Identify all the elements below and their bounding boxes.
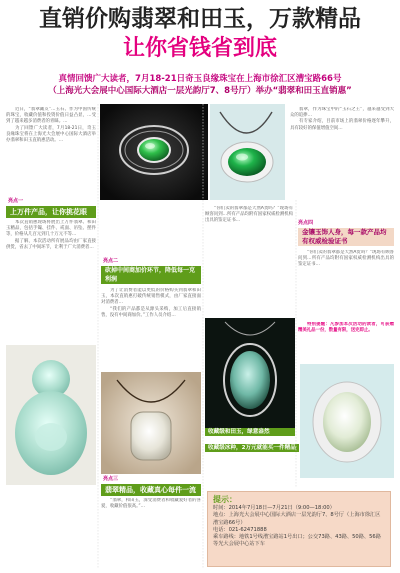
- highlight-text: 特别提醒：凡参加本次活动的读者，可获赠精美礼品一份，数量有限，送完即止。: [298, 322, 394, 334]
- section-header-4: 金镶玉饰人身，每一款产品均有权威检验证书: [298, 228, 394, 246]
- mid-para-2: “我们的产品都是从源头采购，加工后直接销售，没有中间商加价。”工作人员介绍…: [101, 306, 201, 318]
- left-para-1: 近日，“翡翠藏友”…玉石、作为中国传统的珠宝，收藏价值和投资价值日益凸显，…受到了越来越多消费者的青睐。…: [6, 107, 96, 125]
- right-para-2: 有专家介绍，目前市场上的翡翠价格逐年攀升，具有较好的保值增值空间…: [290, 119, 394, 131]
- photo-caption-1: 收藏级和田玉，绿意盎然: [205, 428, 295, 436]
- left-column-top: [6, 107, 96, 193]
- right-para-3: “你们卖的翡翠都是天然A货吗？”现场有顾客问到…所有产品均附有国家权威检测机构出具的鉴定证书…: [205, 206, 293, 224]
- left-para-2: 为了回馈广大读者，7月18-21日，奇玉良缘珠宝将在上海光大会展中心国际大酒店举办翡翠和田玉直销惠活动。…: [6, 125, 96, 144]
- mid-para-1: 为了让消费者能以更低的价格购买到翡翠和田玉，本次直销惠打破传统销售模式，由厂家直接面对消费者…: [101, 288, 201, 306]
- mid-column-top: [101, 288, 201, 368]
- section-tag-3: 亮点三: [103, 476, 119, 482]
- info-title: 提示：: [213, 495, 237, 504]
- section-tag-4: 亮点四: [298, 220, 314, 226]
- black-jade-photo: [205, 318, 295, 428]
- headline-main: 直销价购翡翠和田玉，万款精品: [39, 6, 361, 32]
- green-jade-photo: [210, 104, 285, 200]
- white-ring-photo: [300, 364, 394, 478]
- lead-line-1: 真情回馈广大读者，7月18-21日奇玉良缘珠宝在上海市徐汇区漕宝路66号: [58, 74, 342, 84]
- section-header-1: 上万件产品，让你挑花眼: [6, 206, 96, 218]
- bracelet-photo: [100, 104, 208, 200]
- photo-caption-2: 收藏级冰种，2万元就能买一件精品: [205, 444, 299, 452]
- mid-para-3: “翡翠，和田玉，深受消费者和收藏爱好者的喜爱，收藏价值很高。”…: [101, 498, 201, 510]
- left-para-3: 本次直销惠现场将展出上万件翡翠、和田玉精品，包括手镯、挂件、戒面、吊坠、摆件等，价格从几百元到几十万元不等…: [6, 220, 96, 238]
- right-top-column: [290, 107, 394, 193]
- headline-sub: 让你省钱省到底: [122, 36, 277, 61]
- info-place: 地点：上海光大会展中心国际大酒店一层光韵厅7、8号厅（上海市徐汇区漕宝路66号）: [213, 512, 381, 526]
- mid-right-column: [205, 206, 293, 296]
- right-column-mid: [298, 250, 394, 318]
- info-phone: 电话：021-62471888: [213, 526, 267, 533]
- lead-line-2: （上海光大会展中心国际大酒店一层光韵厅7、8号厅）举办“翡翠和田玉直销惠”: [48, 86, 352, 96]
- left-para-4: 据了解，本次活动所有展品均由厂家直接供货，省去了中间环节，让利于广大消费者…: [6, 238, 96, 250]
- info-time: 时间：2014年7月18日—7月21日（9:00—18:00）: [213, 505, 335, 511]
- left-column-mid: [6, 220, 96, 340]
- info-bus: 乘车路线：地铁1号线漕宝路站1号出口；公交73路、43路、50路、56路等光大会展中心站下车: [213, 534, 381, 548]
- section-tag-2: 亮点二: [103, 258, 119, 264]
- right-para-1: 翡翠，作为珠宝中的“玉石之王”，越来越受到大众的追捧…: [290, 107, 394, 119]
- section-header-2: 砍掉中间商加价环节，降低每一克利润: [101, 266, 201, 284]
- buddha-jade-photo: [6, 345, 96, 485]
- white-jade-photo: [101, 372, 201, 474]
- section-tag-1: 亮点一: [8, 198, 24, 204]
- mid-column-bottom: [101, 498, 201, 568]
- section-header-3: 翡翠精品，收藏真心每件一流: [101, 484, 201, 496]
- right-para-4: “你们卖的翡翠都是天然A货吗？”现场有顾客问到…所有产品均附有国家权威检测机构出具的鉴定证书…: [298, 250, 394, 268]
- event-info-box: [207, 491, 391, 567]
